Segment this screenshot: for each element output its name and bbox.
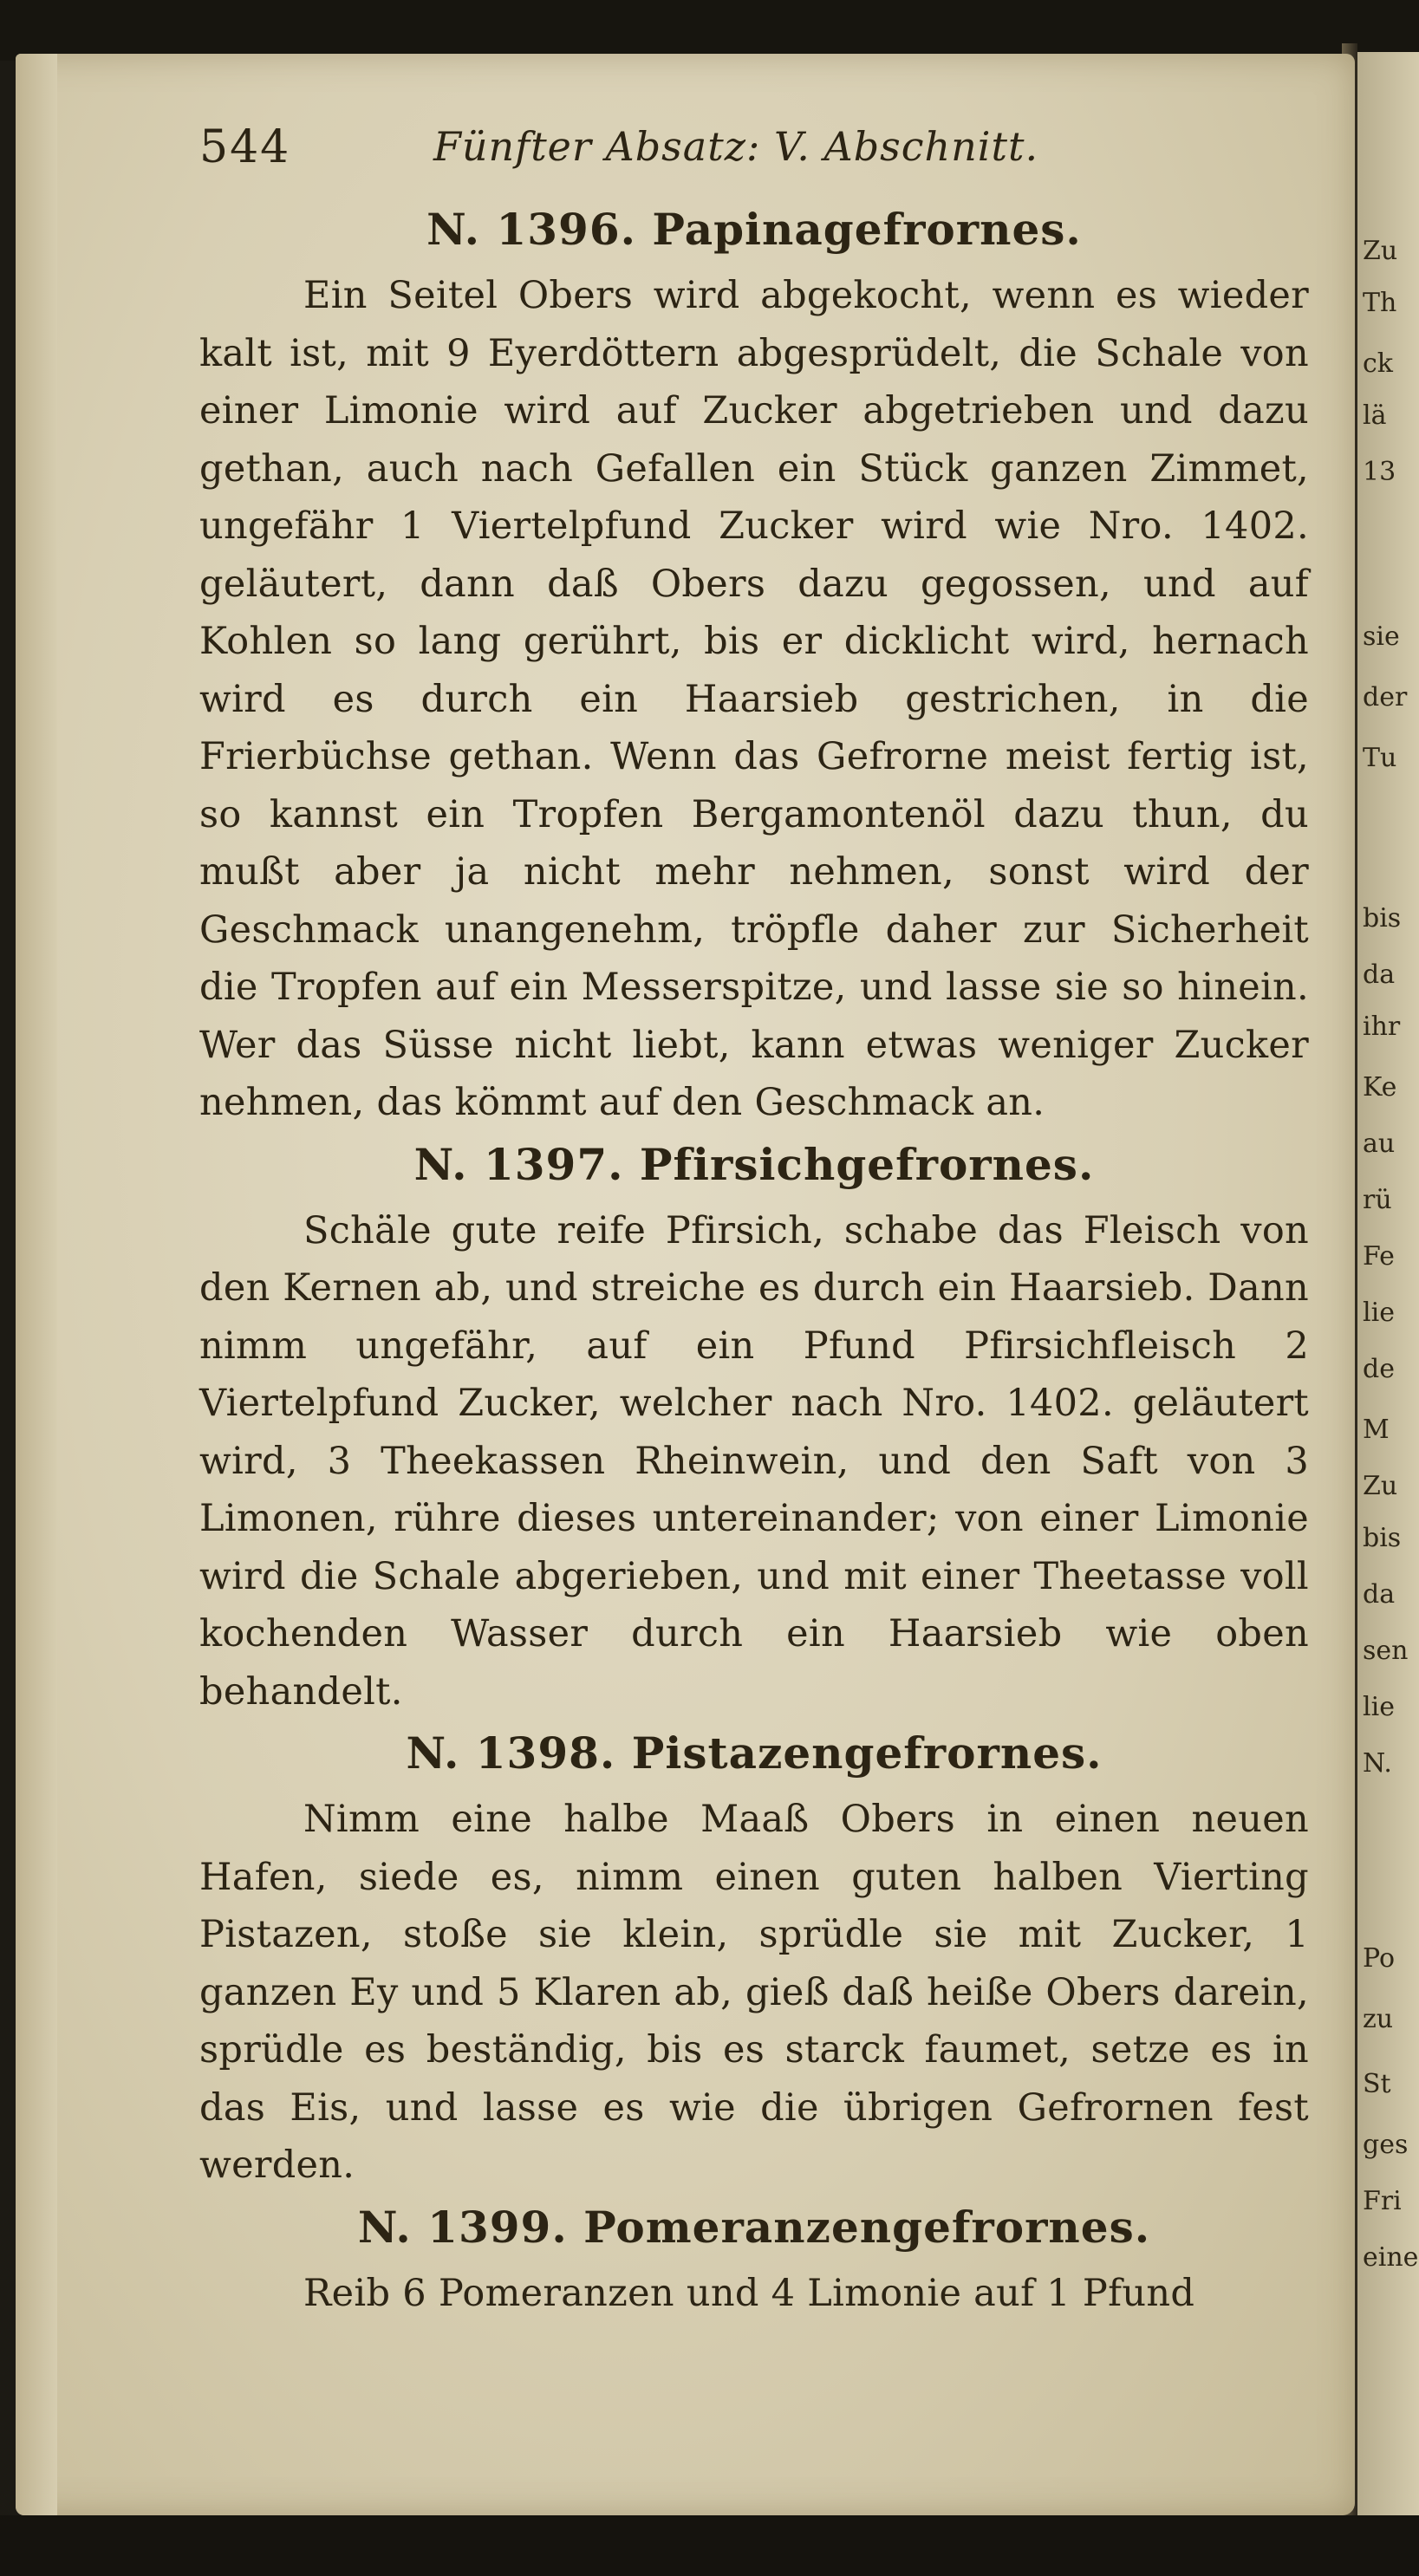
recipe-1398 <box>199 1727 1309 2195</box>
recipe-title: N. 1398. Pistazengefrornes. <box>406 1727 1103 1779</box>
facing-page-fragment: Zu <box>1363 1471 1398 1501</box>
facing-page-fragment: Ke <box>1363 1072 1397 1103</box>
facing-page-fragment: Zu <box>1363 236 1398 266</box>
facing-page-fragment: zu <box>1363 2004 1394 2034</box>
page-number: 544 <box>199 121 291 173</box>
recipe-text: Nimm eine halbe Maaß Obers in einen neuen Hafen, siede es, nimm einen guten halben Vierting Pistazen, stoße sie klein, sprüdle sie mit Zucker, 1 ganzen Ey und 5 Klaren ab, gieß daß heiße Obers darein, sprüdle es beständig, bis es starck faumet, setze es in das Eis, und lasse es wie die übrigen Gefrornen fest werden. <box>199 1798 1309 2187</box>
facing-page-fragment: der <box>1363 682 1408 712</box>
page-header <box>199 121 1309 204</box>
facing-page-fragment: bis <box>1363 903 1402 933</box>
page-edge-shading <box>16 54 57 2515</box>
recipe-title: N. 1399. Pomeranzengefrornes. <box>357 2201 1151 2253</box>
facing-page-fragment: lä <box>1363 400 1387 431</box>
facing-page-fragment: sie <box>1363 621 1400 652</box>
facing-page-fragment: da <box>1363 1579 1396 1610</box>
facing-page-fragment: eine <box>1363 2242 1419 2273</box>
facing-page-fragment: St <box>1363 2069 1391 2099</box>
recipe-text: Ein Seitel Obers wird abgekocht, wenn es wieder kalt ist, mit 9 Eyerdöttern abgesprüdelt, die Schale von einer Limonie wird auf Zucker abgetrieben und dazu gethan, auch nach Gefallen ein Stück ganzen Zimmet, ungefähr 1 Viertelpfund Zucker wird wie Nro. 1402. geläutert, dann daß Obers dazu gegossen, und auf Kohlen so lang gerührt, bis er dicklicht wird, hernach wird es durch ein Haarsieb gestrichen, in die Frierbüchse gethan. Wenn das Gefrorne meist fertig ist, so kannst ein Tropfen Bergamontenöl dazu thun, du mußt aber ja nicht mehr nehmen, sonst wird der Geschmack unangenehm, tröpfle daher zur Sicherheit die Tropfen auf ein Messerspitze, und lasse sie so hinein. Wer das Süsse nicht liebt, kann etwas weniger Zucker nehmen, das kömmt auf den Geschmack an. <box>199 274 1309 1124</box>
facing-page-fragment: M <box>1363 1415 1390 1445</box>
scan-background-bottom <box>0 2515 1419 2576</box>
facing-page-fragment: lie <box>1363 1298 1395 1328</box>
facing-page-fragment: Fri <box>1363 2186 1402 2216</box>
recipe-title: N. 1396. Papinagefrornes. <box>426 204 1082 255</box>
recipe-text: Schäle gute reife Pfirsich, schabe das Fleisch von den Kernen ab, und streiche es durch ein Haarsieb. Dann nimm ungefähr, auf ein Pfund Pfirsichfleisch 2 Viertelpfund Zucker, welcher nach Nro. 1402. geläutert wird, 3 Theekassen Rheinwein, und den Saft von 3 Limonen, rühre dieses untereinander; von einer Limonie wird die Schale abgerieben, und mit einer Theetasse voll kochenden Wasser durch ein Haarsieb wie oben behandelt. <box>199 1208 1309 1714</box>
facing-page-fragment: Po <box>1363 1943 1396 1974</box>
facing-page-fragment: Fe <box>1363 1241 1395 1272</box>
recipe-1396 <box>199 204 1309 1132</box>
recipe-1397 <box>199 1139 1309 1721</box>
recipe-text: Reib 6 Pomeranzen und 4 Limonie auf 1 Pfund <box>303 2271 1195 2315</box>
facing-page-edge <box>1357 52 1419 2522</box>
facing-page-fragment: Th <box>1363 288 1397 318</box>
facing-page-fragment: rü <box>1363 1185 1392 1215</box>
facing-page-fragment: ihr <box>1363 1012 1401 1042</box>
recipe-1399 <box>199 2202 1309 2323</box>
facing-page-fragment: lie <box>1363 1692 1395 1722</box>
scan-background-top <box>0 0 1419 61</box>
facing-page-fragment: da <box>1363 959 1396 990</box>
facing-page-fragment: au <box>1363 1129 1396 1159</box>
facing-page-fragment: de <box>1363 1354 1395 1384</box>
running-head: Fünfter Absatz: V. Abschnitt. <box>433 123 1039 170</box>
facing-page-fragment: Tu <box>1363 743 1397 773</box>
facing-page-fragment: 13 <box>1363 457 1396 487</box>
facing-page-fragment: N. <box>1363 1748 1392 1779</box>
facing-page-fragment: ges <box>1363 2130 1409 2160</box>
recipe-title: N. 1397. Pfirsichgefrornes. <box>413 1138 1095 1190</box>
page-content <box>199 121 1309 2329</box>
facing-page-fragment: bis <box>1363 1523 1402 1553</box>
facing-page-fragment: sen <box>1363 1636 1409 1666</box>
facing-page-fragment: ck <box>1363 348 1393 379</box>
